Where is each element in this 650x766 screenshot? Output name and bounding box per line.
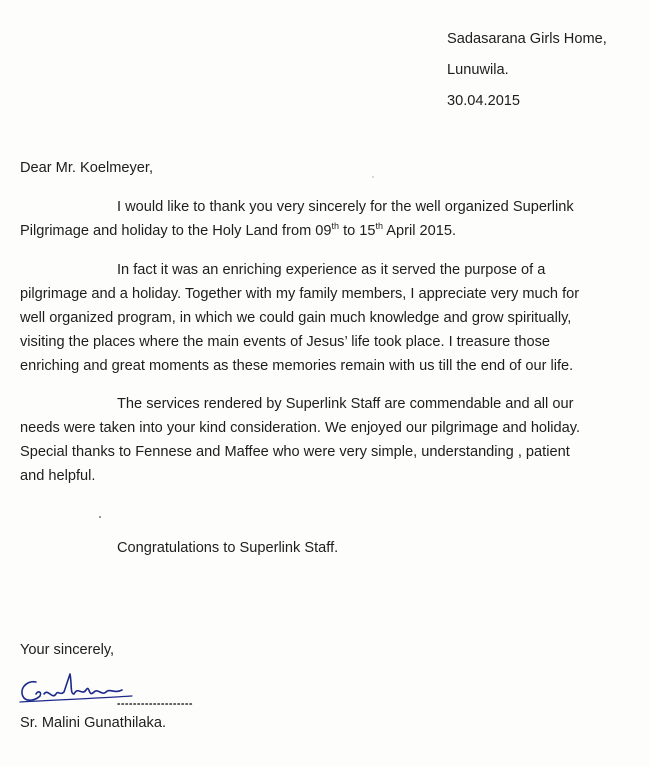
ordinal-suffix: th [375, 221, 384, 231]
letter-date: 30.04.2015 [447, 93, 521, 109]
paragraph-line: well organized program, in which we could gain much knowledge and grow spiritually, [20, 310, 572, 326]
ordinal-suffix: th [331, 221, 340, 231]
paper-speck [372, 176, 374, 178]
address-line-1: Sadasarana Girls Home, [447, 31, 607, 47]
address-line-2: Lunuwila. [447, 62, 509, 78]
paragraph-services [20, 392, 580, 488]
paragraph-line: In fact it was an enriching experience as it served the purpose of a [117, 262, 546, 278]
paragraph-thanks [20, 195, 574, 243]
complimentary-close: Your sincerely, [20, 642, 115, 658]
text-segment: April 2015. [383, 223, 457, 239]
salutation: Dear Mr. Koelmeyer, [20, 160, 154, 176]
paragraph-line: visiting the places where the main events of Jesus’ life took place. I treasure those [20, 334, 550, 350]
paragraph-line: I would like to thank you very sincerely for the well organized Superlink [117, 199, 574, 215]
congratulations-line: Congratulations to Superlink Staff. [117, 540, 339, 556]
signer-name: Sr. Malini Gunathilaka. [20, 715, 167, 731]
text-segment: Pilgrimage and holiday to the Holy Land from 09 [20, 223, 332, 239]
text-segment: to 15 [339, 223, 376, 239]
paragraph-line: needs were taken into your kind consideration. We enjoyed our pilgrimage and holiday. [20, 420, 581, 436]
paragraph-line: enriching and great moments as these memories remain with us till the end of our life. [20, 358, 574, 374]
paragraph-line: Special thanks to Fennese and Maffee who were very simple, understanding , patient [20, 444, 570, 460]
paragraph-line: The services rendered by Superlink Staff are commendable and all our [117, 396, 574, 412]
paragraph-line-dates [20, 219, 574, 243]
sender-address [447, 24, 607, 117]
paragraph-line: and helpful. [20, 468, 96, 484]
paragraph-line: pilgrimage and a holiday. Together with my family members, I appreciate very much for [20, 286, 580, 302]
paragraph-experience [20, 258, 579, 378]
paper-speck [99, 516, 101, 518]
handwritten-signature [14, 670, 194, 710]
